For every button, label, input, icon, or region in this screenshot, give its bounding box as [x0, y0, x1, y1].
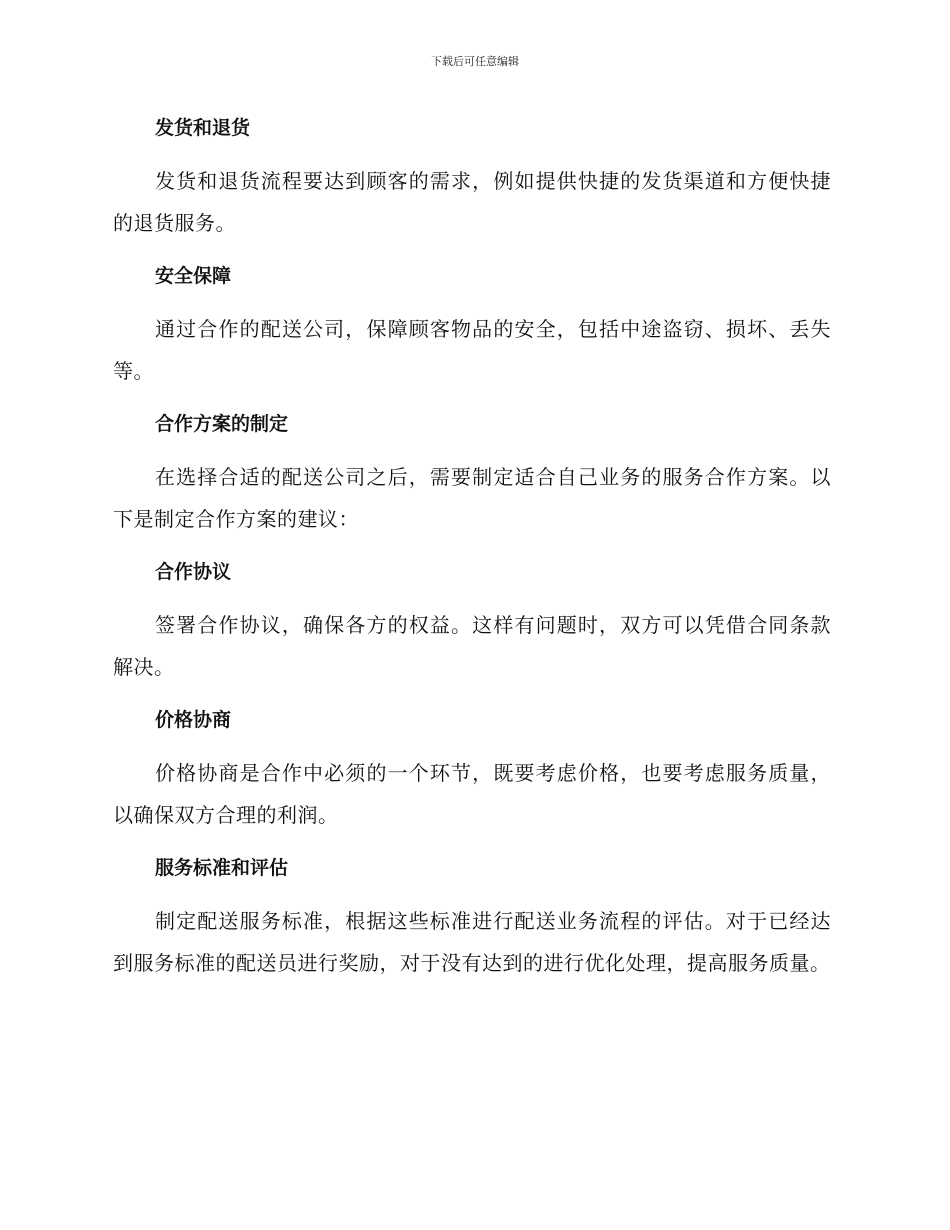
section-heading-plan: 合作方案的制定 [155, 413, 289, 435]
section-paragraph-price: 价格协商是合作中必须的一个环节，既要考虑价格，也要考虑服务质量，以确保双方合理的利润。 [113, 761, 831, 827]
section-paragraph-agreement: 签署合作协议，确保各方的权益。这样有问题时，双方可以凭借合同条款解决。 [113, 613, 831, 679]
document-body [113, 108, 831, 996]
section-heading-price: 价格协商 [155, 709, 232, 731]
page-header: 下载后可任意编辑 [431, 55, 519, 68]
section-paragraph-security: 通过合作的配送公司，保障顾客物品的安全，包括中途盗窃、损坏、丢失等。 [113, 317, 831, 383]
section-heading-shipping-returns: 发货和退货 [155, 117, 251, 139]
section-heading-security: 安全保障 [155, 265, 232, 287]
section-paragraph-service-standard: 制定配送服务标准，根据这些标准进行配送业务流程的评估。对于已经达到服务标准的配送员进行奖励，对于没有达到的进行优化处理，提高服务质量。 [113, 909, 831, 975]
section-paragraph-plan: 在选择合适的配送公司之后，需要制定适合自己业务的服务合作方案。以下是制定合作方案的建议： [113, 465, 831, 531]
section-heading-agreement: 合作协议 [155, 561, 232, 583]
section-heading-service-standard: 服务标准和评估 [155, 857, 289, 879]
section-paragraph-shipping-returns: 发货和退货流程要达到顾客的需求，例如提供快捷的发货渠道和方便快捷的退货服务。 [113, 169, 831, 235]
